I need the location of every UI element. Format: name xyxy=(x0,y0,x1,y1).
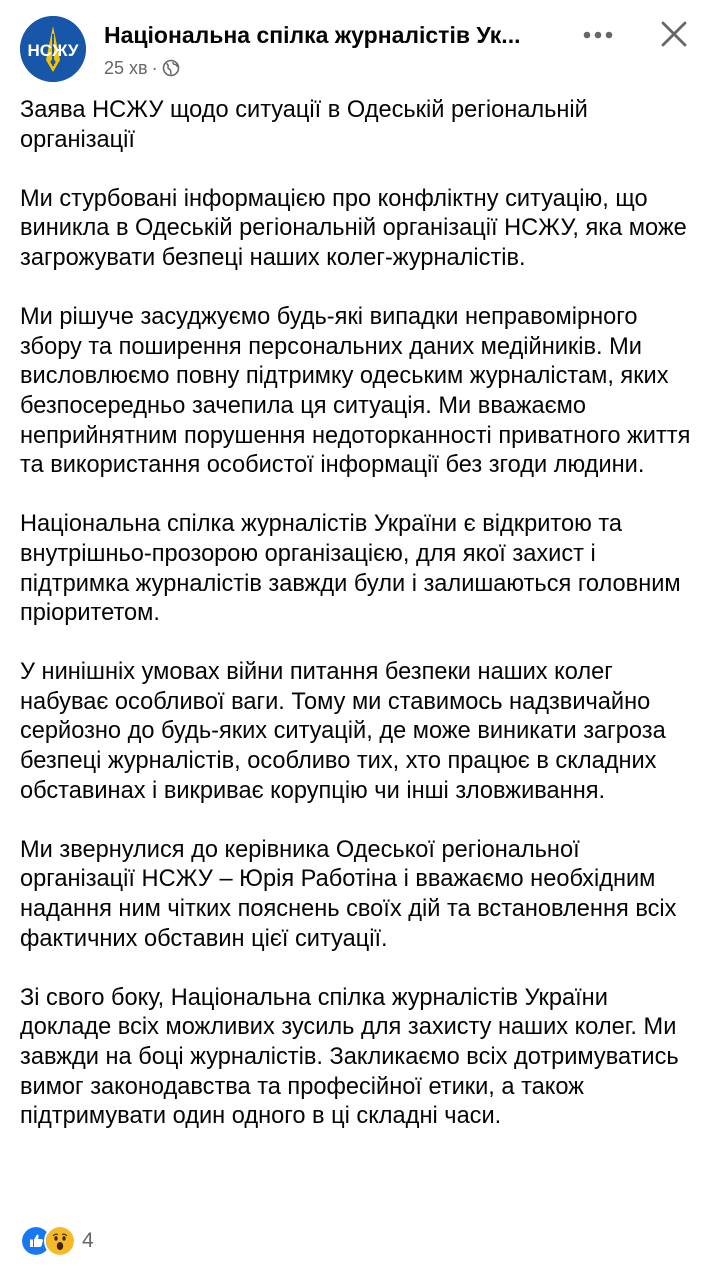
post-meta xyxy=(104,56,180,80)
nszhu-logo-icon xyxy=(20,16,86,82)
post-paragraph: Зі свого боку, Національна спілка журналістів України докладе всіх можливих зусиль для захисту наших колег. Ми завжди на боці журналістів. Закликаємо всіх дотримуватись вимог законодавства та професійної етики, а також підтримувати один одного в ці складні часи. xyxy=(20,984,679,1130)
close-icon xyxy=(660,20,688,48)
more-dots-icon xyxy=(583,31,613,39)
post-paragraph: У нинішніх умовах війни питання безпеки наших колег набуває особливої ваги. Тому ми ставимось надзвичайно серйозно до будь-яких ситуацій, де може виникати загроза безпеці журналістів, особливо тих, хто працює в складних обставинах і викриває корупцію чи інші зловживання. xyxy=(20,659,666,804)
avatar-text: НСЖУ xyxy=(27,41,79,60)
meta-separator: · xyxy=(151,57,158,78)
post-paragraph: Ми рішуче засуджуємо будь-які випадки неправомірного збору та поширення персональних даних медійників. Ми висловлюємо повну підтримку одеським журналістам, яких безпосередньо зачепила ця ситуація. Ми вважаємо неприйнятним порушення недоторканності приватного життя та використання особистої інформації без згоди людини. xyxy=(20,304,691,479)
post-time[interactable]: 25 хв xyxy=(104,57,148,78)
post-paragraph: Ми стурбовані інформацією про конфліктну ситуацію, що виникла в Одеській регіональній організації НСЖУ, яка може загрожувати безпеці наших колег-журналістів. xyxy=(20,185,687,271)
post-text xyxy=(20,96,696,1161)
reaction-count: 4 xyxy=(82,1229,94,1252)
post-header xyxy=(0,0,712,92)
close-button[interactable] xyxy=(650,12,698,56)
globe-icon[interactable] xyxy=(162,59,180,77)
post-paragraph: Національна спілка журналістів України є відкритою та внутрішньо-прозорою організацією, для якої захист і підтримка журналістів завжди були і залишаються головним пріоритетом. xyxy=(20,511,681,627)
post-author[interactable]: Національна спілка журналістів Ук... xyxy=(104,22,521,48)
more-options-button[interactable] xyxy=(574,18,622,52)
post-paragraph: Заява НСЖУ щодо ситуації в Одеській регіональній організації xyxy=(20,97,588,153)
wow-reaction-icon xyxy=(44,1225,76,1257)
post-paragraph: Ми звернулися до керівника Одеської регіональної організації НСЖУ – Юрія Работіна і вважаємо необхідним надання ним чітких пояснень своїх дій та встановлення всіх фактичних обставин цієї ситуації. xyxy=(20,836,677,952)
page-avatar[interactable] xyxy=(20,16,86,82)
reactions-summary[interactable] xyxy=(20,1226,94,1256)
